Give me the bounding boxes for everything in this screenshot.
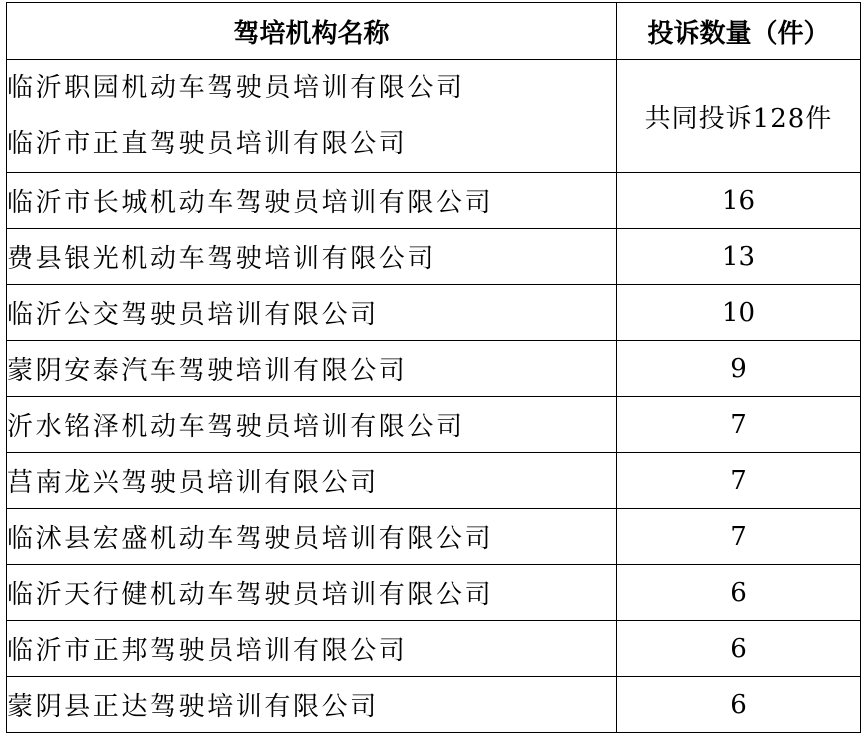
- table-row: [7, 621, 861, 677]
- table-row-shared: [7, 60, 861, 173]
- table-row: [7, 677, 861, 733]
- table-row: [7, 229, 861, 285]
- complaint-count: 13: [617, 229, 861, 285]
- table-body: [7, 60, 861, 733]
- table-row: [7, 453, 861, 509]
- institution-name: 沂水铭泽机动车驾驶员培训有限公司: [7, 397, 617, 453]
- table-row: [7, 173, 861, 229]
- institution-name: 临沂职园机动车驾驶员培训有限公司: [7, 73, 465, 103]
- institution-name: 临沂市长城机动车驾驶员培训有限公司: [7, 173, 617, 229]
- complaint-count: 9: [617, 341, 861, 397]
- header-institution-name: 驾培机构名称: [7, 3, 617, 60]
- table-row: [7, 565, 861, 621]
- institution-name: 莒南龙兴驾驶员培训有限公司: [7, 453, 617, 509]
- institution-name: 蒙阴安泰汽车驾驶培训有限公司: [7, 341, 617, 397]
- complaint-count: 10: [617, 285, 861, 341]
- complaint-count: 6: [617, 565, 861, 621]
- complaint-count: 6: [617, 677, 861, 733]
- institution-name: 临沂市正邦驾驶员培训有限公司: [7, 621, 617, 677]
- shared-complaint-count: 共同投诉128件: [617, 60, 861, 173]
- table-row: [7, 341, 861, 397]
- shared-institution-names: [7, 60, 617, 173]
- institution-name: 临沂天行健机动车驾驶员培训有限公司: [7, 565, 617, 621]
- header-complaint-count: 投诉数量（件）: [617, 3, 861, 60]
- complaint-count: 7: [617, 509, 861, 565]
- complaints-table: [6, 2, 861, 733]
- complaint-count: 6: [617, 621, 861, 677]
- table-header-row: [7, 3, 861, 60]
- complaint-count: 16: [617, 173, 861, 229]
- institution-name: 蒙阴县正达驾驶培训有限公司: [7, 677, 617, 733]
- complaint-count: 7: [617, 397, 861, 453]
- complaint-count: 7: [617, 453, 861, 509]
- institution-name: 临沭县宏盛机动车驾驶员培训有限公司: [7, 509, 617, 565]
- institution-name: 临沂公交驾驶员培训有限公司: [7, 285, 617, 341]
- institution-name: 临沂市正直驾驶员培训有限公司: [7, 129, 408, 159]
- table-row: [7, 397, 861, 453]
- table-row: [7, 509, 861, 565]
- table-row: [7, 285, 861, 341]
- institution-name: 费县银光机动车驾驶培训有限公司: [7, 229, 617, 285]
